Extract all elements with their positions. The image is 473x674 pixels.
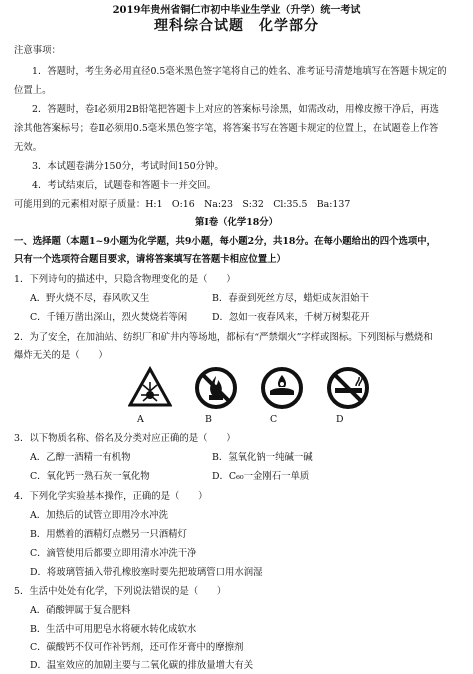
option-b: B．氢氧化钠一纯碱一碱 xyxy=(212,452,313,463)
option-a: A．野火烧不尽，春风吹又生 xyxy=(30,293,150,304)
option-c: C．滴管使用后都要立即用清水冲洗干净 xyxy=(30,548,197,559)
section-instruction: 只有一个选项符合题目要求，请将答案填写在答题卡相应位置上） xyxy=(14,254,286,265)
question-stem: 3．以下物质名称、俗名及分类对应正确的是（ ） xyxy=(14,433,236,444)
question-stem: 2．为了安全，在加油站、纺织厂和矿井内等场地，都标有“严禁烟火”字样或图标。下列图标与燃烧和 xyxy=(14,332,433,343)
note-line: 涂其他答案标号；卷Ⅱ必须用0.5毫米黑色签字笔，将答案书写在答题卡规定的位置上，在试题卷上作答 xyxy=(14,123,439,134)
section-title: 第Ⅰ卷（化学18分） xyxy=(194,217,279,228)
option-d: D．温室效应的加剧主要与二氧化碳的排放量增大有关 xyxy=(30,660,254,671)
question-stem: 5．生活中处处有化学，下列说法错误的是（ ） xyxy=(14,586,227,597)
option-a: A．乙醇一酒精一有机物 xyxy=(30,452,131,463)
note-line: 1．答题时，考生务必用直径0.5毫米黑色签字笔将自己的姓名、准考证号清楚地填写在答题卡规定的 xyxy=(32,66,447,77)
option-b: B．生活中可用肥皂水将硬水转化成软水 xyxy=(30,624,197,635)
question-stem: 1．下列诗句的描述中，只隐含物理变化的是（ ） xyxy=(14,274,236,285)
note-line: 3．本试题卷满分150分，考试时间150分钟。 xyxy=(32,161,224,172)
note-line: 4．考试结束后，试题卷和答题卡一并交回。 xyxy=(32,180,217,191)
safety-icons xyxy=(120,366,380,416)
notes-heading: 注意事项： xyxy=(14,45,61,56)
option-c: C．千锤万凿出深山，烈火焚烧若等闲 xyxy=(30,312,188,323)
option-d: D．将玻璃管插入带孔橡胶塞时要先把玻璃管口用水润湿 xyxy=(30,567,263,578)
note-line: 2．答题时，卷Ⅰ必须用2B铅笔把答题卡上对应的答案标号涂黑，如需改动，用橡皮擦干净后，再选 xyxy=(32,104,439,115)
option-d: D．C₆₀一金刚石一单质 xyxy=(212,471,310,482)
no-smoking-icon xyxy=(326,366,370,410)
option-a: A．加热后的试管立即用冷水冲洗 xyxy=(30,510,169,521)
option-a: A．硝酸钾属于复合肥料 xyxy=(30,605,131,616)
explosive-warning-icon xyxy=(128,366,172,408)
no-fire-icon xyxy=(194,366,238,410)
question-stem: 爆炸无关的是（ ） xyxy=(14,350,108,361)
icon-label-c: C xyxy=(270,414,278,425)
subject-title: 理科综合试题 化学部分 xyxy=(154,18,319,34)
option-d: D．忽如一夜春风来，千树万树梨花开 xyxy=(212,312,370,323)
note-line: 位置上。 xyxy=(14,85,52,96)
question-stem: 4．下列化学实验基本操作，正确的是（ ） xyxy=(14,491,208,502)
option-c: C．氧化钙一熟石灰一氧化物 xyxy=(30,471,150,482)
atomic-masses: 可能用到的元素相对原子质量：H:1 O:16 Na:23 S:32 Cl:35.5 Ba:137 xyxy=(14,199,351,210)
icon-label-b: B xyxy=(205,414,212,425)
note-line: 无效。 xyxy=(14,142,43,153)
exam-title: 2019年贵州省铜仁市初中毕业生学业（升学）统一考试 xyxy=(112,5,361,16)
option-c: C．碳酸钙不仅可作补钙剂，还可作牙膏中的摩擦剂 xyxy=(30,642,244,653)
flammable-hand-icon xyxy=(260,366,304,410)
option-b: B．用燃着的酒精灯点燃另一只酒精灯 xyxy=(30,529,187,540)
section-instruction: 一、选择题（本题1~9小题为化学题，共9小题，每小题2分，共18分。在每小题给出的四个选项中， xyxy=(14,236,436,247)
icon-label-a: A xyxy=(137,414,144,425)
option-b: B．春蚕到死丝方尽，蜡炬成灰泪始干 xyxy=(212,293,369,304)
icon-label-d: D xyxy=(336,414,344,425)
